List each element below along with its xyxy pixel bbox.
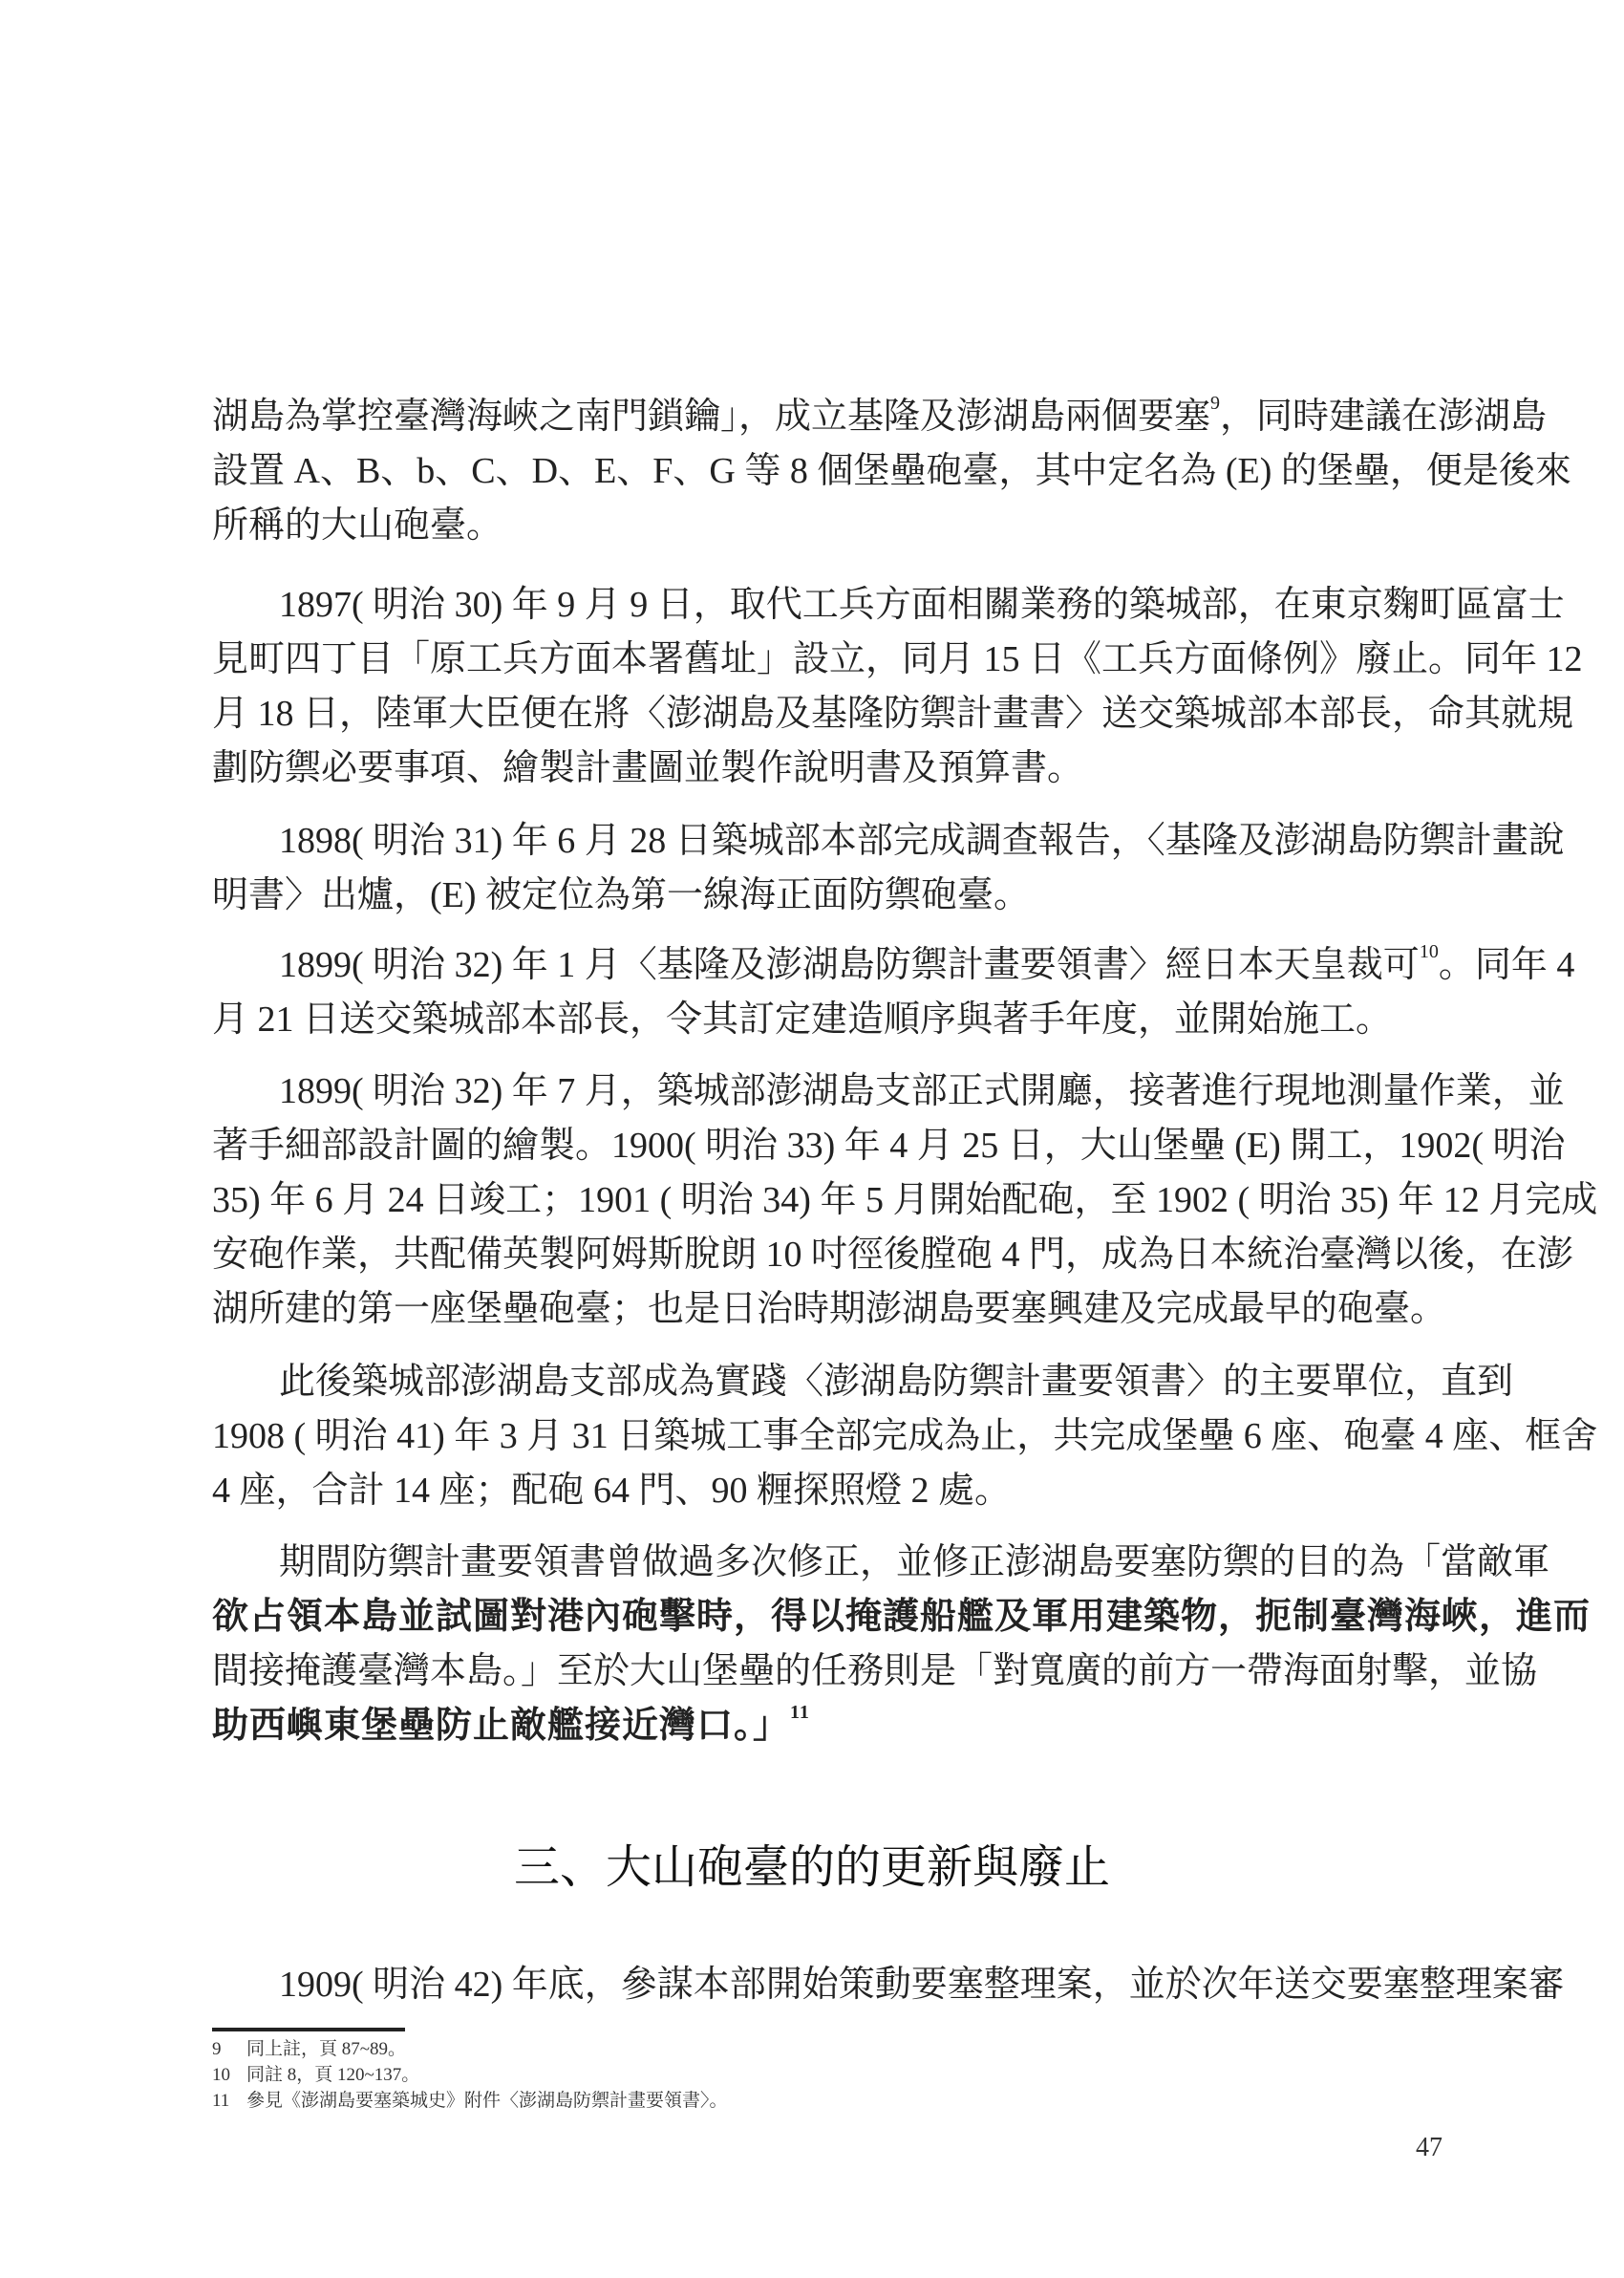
text-line: 安砲作業，共配備英製阿姆斯脫朗 10 吋徑後膛砲 4 門，成為日本統治臺灣以後，在澎	[212, 1235, 1574, 1275]
text-line: 35) 年 6 月 24 日竣工；1901 ( 明治 34) 年 5 月開始配砲，至 1902 ( 明治 35) 年 12 月完成	[212, 1180, 1598, 1220]
text: 。同年 4	[1438, 945, 1575, 985]
paragraph-8	[212, 1958, 1565, 2012]
section-heading: 三、大山砲臺的的更新與廢止	[513, 1842, 1110, 1893]
footnote-text: 同上註，頁 87~89。	[246, 2039, 407, 2059]
text-line: 1909( 明治 42) 年底，參謀本部開始策動要塞整理案，並於次年送交要塞整理案審	[279, 1965, 1565, 2005]
text: 助西嶼東堡壘防止敵艦接近灣口。」	[212, 1706, 791, 1746]
text: ，同時建議在澎湖島	[1220, 397, 1548, 437]
text-line: 1897( 明治 30) 年 9 月 9 日，取代工兵方面相關業務的築城部，在東京麴町區富士	[279, 585, 1565, 625]
text-line: 著手細部設計圖的繪製。1900( 明治 33) 年 4 月 25 日，大山堡壘 (E) 開工，1902( 明治	[212, 1126, 1566, 1166]
text-line: 1898( 明治 31) 年 6 月 28 日築城部本部完成調查報告，〈基隆及澎湖島防禦計畫說	[279, 821, 1565, 861]
text-line: 明書〉出爐，(E) 被定位為第一線海正面防禦砲臺。	[212, 875, 1031, 915]
footnote-ref-11[interactable]: 11	[790, 1702, 810, 1723]
paragraph-7	[212, 1536, 1592, 1753]
footnote-number: 10	[212, 2065, 230, 2085]
paragraph-3	[212, 814, 1565, 923]
paragraph-6	[212, 1355, 1598, 1518]
footnote-text: 參見《澎湖島要塞築城史》附件〈澎湖島防禦計畫要領書〉。	[246, 2091, 728, 2111]
text-line: 見町四丁目「原工兵方面本署舊址」設立，同月 15 日《工兵方面條例》廢止。同年 12	[212, 639, 1583, 679]
text-line: 期間防禦計畫要領書曾做過多次修正，並修正澎湖島要塞防禦的目的為「當敵軍	[279, 1542, 1550, 1582]
text: 1899( 明治 32) 年 1 月〈基隆及澎湖島防禦計畫要領書〉經日本天皇裁可	[279, 945, 1420, 985]
paragraph-4	[212, 938, 1575, 1047]
text-line: 設置 A、B、b、C、D、E、F、G 等 8 個堡壘砲臺，其中定名為 (E) 的堡壘，便是後來	[212, 451, 1571, 491]
text-line: 4 座，合計 14 座；配砲 64 門、90 糎探照燈 2 處。	[212, 1471, 1012, 1511]
text-line: 1899( 明治 32) 年 7 月，築城部澎湖島支部正式開廳，接著進行現地測量作業，並	[279, 1071, 1565, 1111]
footnote-text: 同註 8，頁 120~137。	[246, 2065, 420, 2085]
paragraph-5	[212, 1064, 1598, 1337]
footnote-ref-10[interactable]: 10	[1419, 941, 1439, 962]
paragraph-1	[212, 390, 1571, 553]
footnote-divider	[212, 2028, 405, 2031]
footnote-10	[212, 2063, 419, 2088]
footnote-number: 9	[212, 2039, 222, 2059]
quoted-text-line: 欲占領本島並試圖對港內砲擊時，得以掩護船艦及軍用建築物，扼制臺灣海峽，進而	[212, 1597, 1592, 1637]
footnote-11	[212, 2089, 728, 2114]
text-line	[212, 390, 1548, 444]
page-number: 47	[1416, 2133, 1442, 2162]
footnote-number: 11	[212, 2091, 230, 2111]
paragraph-2	[212, 578, 1583, 796]
text-line: 湖所建的第一座堡壘砲臺；也是日治時期澎湖島要塞興建及完成最早的砲臺。	[212, 1289, 1447, 1329]
text-line: 間接掩護臺灣本島。」至於大山堡壘的任務則是「對寬廣的前方一帶海面射擊，並協	[212, 1651, 1538, 1691]
text: 湖島為掌控臺灣海峽之南門鎖鑰」，成立基隆及澎湖島兩個要塞	[212, 397, 1211, 437]
text-line: 所稱的大山砲臺。	[212, 505, 503, 546]
text-line	[212, 938, 1575, 993]
quoted-text-line	[212, 1699, 1433, 1753]
text-line: 劃防禦必要事項、繪製計畫圖並製作說明書及預算書。	[212, 748, 1084, 788]
text-line: 月 21 日送交築城部本部長，令其訂定建造順序與著手年度，並開始施工。	[212, 999, 1393, 1040]
text-line: 1908 ( 明治 41) 年 3 月 31 日築城工事全部完成為止，共完成堡壘 6 座、砲臺 4 座、框舍	[212, 1416, 1598, 1456]
text-line: 月 18 日，陸軍大臣便在將〈澎湖島及基隆防禦計畫書〉送交築城部本部長，命其就規	[212, 694, 1574, 734]
footnote-ref-9[interactable]: 9	[1210, 393, 1221, 414]
text-line: 此後築城部澎湖島支部成為實踐〈澎湖島防禦計畫要領書〉的主要單位，直到	[279, 1362, 1514, 1402]
footnote-9	[212, 2037, 406, 2062]
